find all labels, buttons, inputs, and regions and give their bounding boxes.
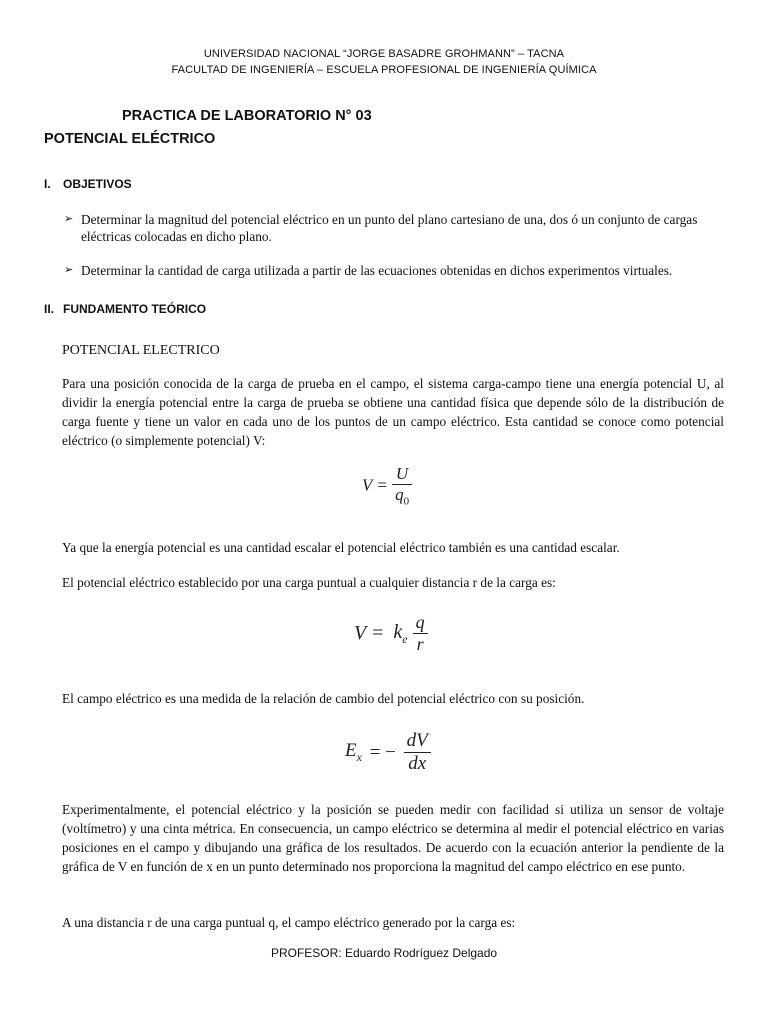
paragraph-definition: Para una posición conocida de la carga de prueba en el campo, el sistema carga-campo tiene una energía potencial U, al dividir la energía potencial entre la carga de prueba se obtiene una cantidad física que depende sólo de la distribución de carga fuente y tiene un valor en cada uno de los puntos de un campo eléctrico. Esta cantidad se conoce como potencial eléctrico (o simplemente potencial) V:: [62, 376, 724, 448]
equation-fraction: [404, 730, 431, 775]
equation-coefficient: $k_e$: [393, 620, 408, 646]
arrow-bullet-icon: ➢: [64, 213, 74, 225]
paragraph-field-relation: El campo eléctrico es una medida de la relación de cambio del potencial eléctrico con su posición.: [62, 691, 585, 706]
paragraph-scalar: Ya que la energía potencial es una cantidad escalar el potencial eléctrico también es una cantidad escalar.: [62, 540, 620, 555]
subheading-potencial: POTENCIAL ELECTRICO: [62, 343, 220, 358]
equation-subscript: x: [356, 749, 362, 764]
equation-fraction: [413, 612, 428, 655]
section-fundamento-heading: [44, 302, 206, 316]
equation-denominator: $q_0$: [395, 485, 410, 508]
equation-numerator: dV: [404, 730, 431, 753]
paragraph-experimental: Experimentalmente, el potencial eléctrico y la posición se pueden medir con facilidad si utiliza un sensor de voltaje (voltímetro) y una cinta métrica. En consecuencia, un campo eléctrico se determina al medir el potencial eléctrico en varias posiciones en el campo y dibujando una gráfica de los resultados. De acuerdo con la ecuación anterior la pendiente de la gráfica de V en función de x en un punto determinado nos proporciona la magnitud del campo eléctrico en ese punto.: [62, 802, 724, 874]
university-header: [0, 46, 768, 78]
equation-denominator: r: [416, 634, 424, 654]
equation-denominator: dx: [408, 753, 427, 774]
practica-title: PRACTICA DE LABORATORIO N° 03: [122, 108, 372, 124]
paragraph-field-at-distance: A una distancia r de una carga puntual q, el campo eléctrico generado por la carga es:: [62, 915, 516, 930]
document-title: POTENCIAL ELÉCTRICO: [44, 131, 216, 147]
section-number: II.: [44, 302, 55, 316]
equation-subscript: 0: [403, 495, 410, 508]
equation-field-gradient: [345, 730, 431, 775]
faculty-name: FACULTAD DE INGENIERÍA – ESCUELA PROFESIONAL DE INGENIERÍA QUÍMICA: [171, 64, 597, 76]
equation-subscript: e: [402, 631, 408, 646]
equation-lhs: V =: [362, 475, 388, 495]
equation-lhs: $E_x$: [345, 740, 362, 764]
section-title: FUNDAMENTO TEÓRICO: [63, 302, 207, 316]
arrow-bullet-icon: ➢: [64, 264, 74, 276]
paragraph-point-charge: El potencial eléctrico establecido por una carga puntual a cualquier distancia r de la carga es:: [62, 575, 556, 590]
university-name: UNIVERSIDAD NACIONAL “JORGE BASADRE GROHMANN” – TACNA: [203, 48, 565, 60]
objective-text: Determinar la cantidad de carga utilizada a partir de las ecuaciones obtenidas en dichos experimentos virtuales.: [81, 263, 673, 278]
section-number: I.: [44, 177, 51, 191]
equation-numerator: U: [392, 464, 412, 485]
section-title: OBJETIVOS: [63, 177, 132, 191]
equation-operator: = −: [369, 741, 396, 763]
equation-fraction: [392, 464, 412, 507]
equation-point-charge-potential: [354, 612, 428, 655]
objective-item-2: [64, 262, 704, 279]
equation-lhs: V =: [354, 622, 385, 644]
objective-text: Determinar la magnitud del potencial eléctrico en un punto del plano cartesiano de una, dos ó un conjunto de cargas eléctricas colocadas en dicho plano.: [81, 212, 698, 244]
professor-footer: PROFESOR: Eduardo Rodríguez Delgado: [270, 946, 498, 960]
equation-numerator: q: [413, 612, 428, 634]
equation-potential-definition: [362, 464, 412, 507]
objective-item-1: [64, 211, 704, 245]
section-objetivos-heading: [44, 177, 132, 191]
